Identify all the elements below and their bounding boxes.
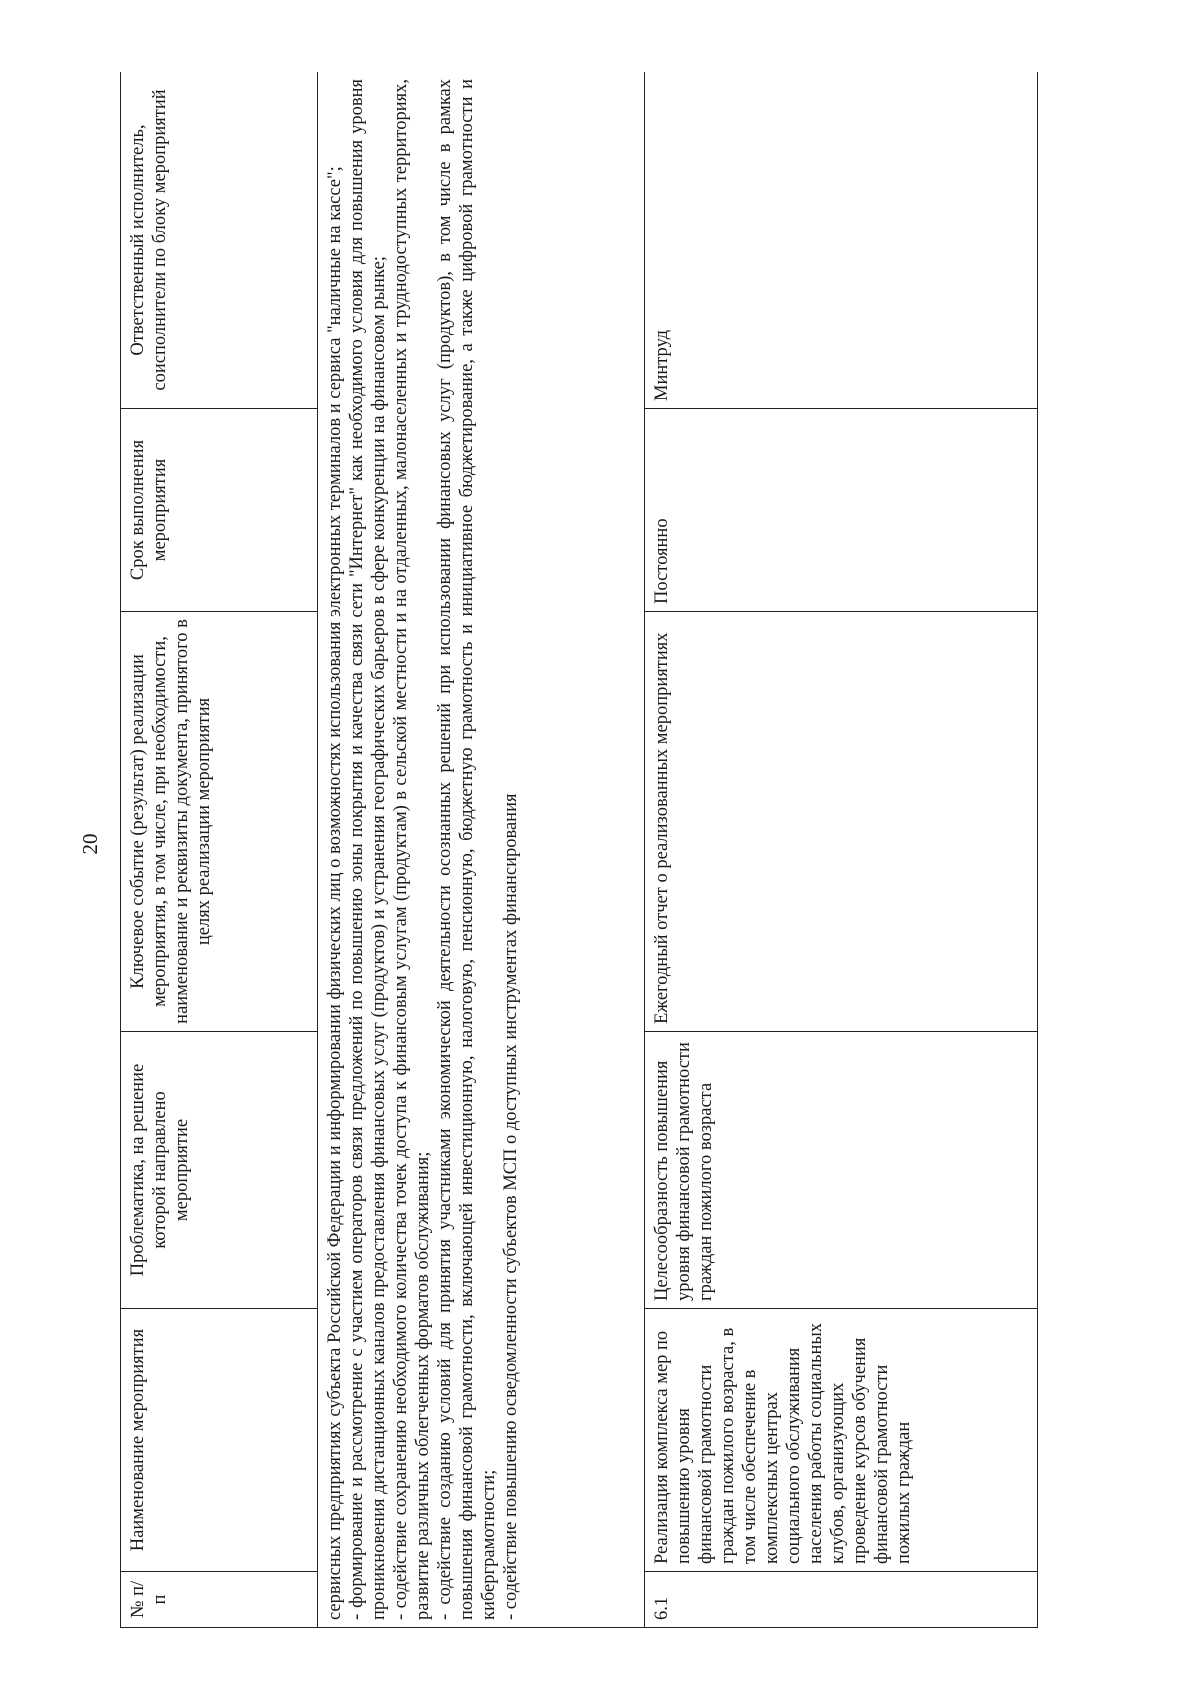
text-paragraph: сервисных предприятиях субъекта Российской Федерации и информировании физических лиц о возможностях использования электронных терминалов и сервиса "наличные на кассе";: [325, 166, 345, 1620]
continued-text-cell: [318, 72, 645, 1628]
row-responsible: Минтруд: [645, 72, 1038, 409]
header-number: № п/п: [121, 1572, 318, 1628]
text-paragraph: - содействие сохранению необходимого количества точек доступа к финансовым услугам (продуктам) в сельской местности и на отдаленных, малонаселенных и труднодоступных территориях, развитие различных облегченных форматов обслуживания;: [391, 79, 433, 1620]
header-term: Срок выполнения мероприятия: [121, 409, 318, 612]
rotated-page-content: [120, 72, 1038, 1628]
header-key-event: Ключевое событие (результат) реализации мероприятия, в том числе, при необходимости, наименование и реквизиты документа, принятого в целях реализации мероприятия: [121, 612, 318, 1032]
page-number: 20: [78, 833, 102, 855]
header-problem: Проблематика, на решение которой направлено мероприятие: [121, 1032, 318, 1309]
header-measure-name: Наименование мероприятия: [121, 1309, 318, 1572]
text-paragraph: - содействие созданию условий для принятия участниками экономической деятельности осознанных решений при использовании финансовых услуг (продуктов), в том числе в рамках повышения финансовой грамотности, включающей инвестиционную, налоговую, пенсионную, бюджетную грамотность и инициативное бюджетирование, а также цифровой грамотности и киберграмотности;: [435, 79, 499, 1620]
continued-text-row: [318, 72, 645, 1628]
table-row: [645, 72, 1038, 1628]
text-paragraph: - содействие повышению осведомленности субъектов МСП о доступных инструментах финансирования: [501, 793, 521, 1620]
table-header-row: [121, 72, 318, 1628]
rotated-table-container: [120, 72, 1038, 1628]
row-term: Постоянно: [645, 409, 1038, 612]
row-measure-name: Реализация комплекса мер по повышению уровня финансовой грамотности граждан пожилого возраста, в том числе обеспечение в комплексных центрах социального обслуживания населения работы социальных клубов, организующих проведение курсов обучения финансовой грамотности пожилых граждан: [645, 1309, 1038, 1572]
measures-table: [120, 72, 1038, 1628]
text-paragraph: - формирование и рассмотрение с участием операторов связи предложений по повышению зоны покрытия и качества связи сети "Интернет" как необходимого условия для повышения уровня проникновения дистанционных каналов предоставления финансовых услуг (продуктов) и устранения географических барьеров в сфере конкуренции на финансовом рынке;: [347, 79, 389, 1620]
row-number: 6.1: [645, 1572, 1038, 1628]
row-problem: Целесообразность повышения уровня финансовой грамотности граждан пожилого возраста: [645, 1032, 1038, 1309]
header-responsible: Ответственный исполнитель, соисполнители по блоку мероприятий: [121, 72, 318, 409]
row-result: Ежегодный отчет о реализованных мероприятиях: [645, 612, 1038, 1032]
